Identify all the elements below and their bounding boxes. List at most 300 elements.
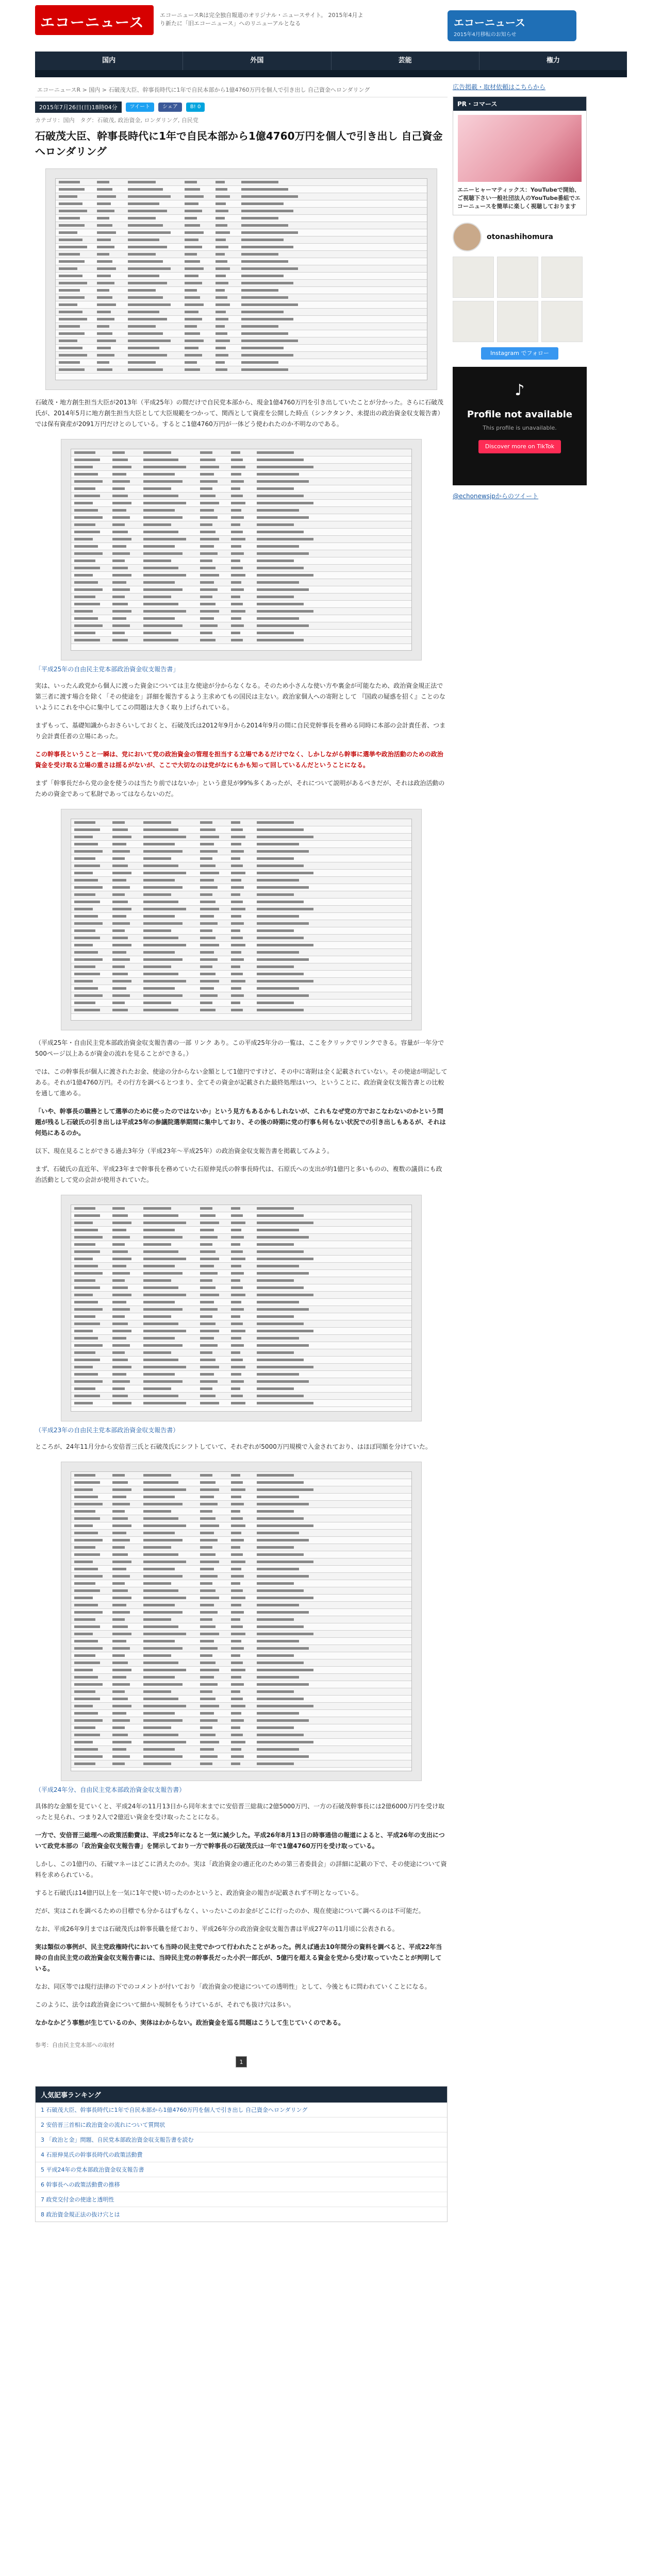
scan-text-line — [257, 865, 304, 867]
scan-text-line — [231, 1286, 243, 1289]
scan-text-line — [112, 1762, 125, 1765]
scan-text-line — [74, 879, 98, 882]
scan-text-line — [257, 1330, 313, 1332]
instagram-post[interactable] — [453, 301, 494, 342]
scan-text-line — [231, 857, 240, 860]
scan-text-line — [257, 502, 313, 504]
scan-text-line — [241, 361, 278, 364]
scan-text-line — [74, 1229, 98, 1231]
article-paragraph — [35, 749, 448, 771]
scan-text-line — [257, 1294, 313, 1296]
scan-row — [71, 999, 411, 1007]
scan-text-line — [216, 224, 227, 227]
image-caption-link[interactable]: （平成24年分、自由民主党本部政治資金収支報告書） — [35, 1786, 186, 1793]
scan-row — [71, 622, 411, 630]
scan-text-line — [185, 210, 202, 212]
bold-text: 一方で、安倍晋三総理への政策活動費は、平成25年になると一気に減少した。平成26年8月13日の時事通信の報道によると、平成26年の支出について政党本部の「政治資金収支報告書」を開示しており一方で幹事長の石破茂氏は一年で1億4760万円を受け取っている。 — [35, 1832, 445, 1850]
article-paragraph: なお、平成26年9月までは石破茂氏は幹事長職を経ており、平成26年分の政治資金収支報告書は平成27年の11月頃に公表される。 — [35, 1925, 399, 1933]
article-title: 石破茂大臣、幹事長時代に1年で自民本部から1億4760万円を個人で引き出し 自己資金へロンダリング — [35, 130, 443, 158]
scan-row — [71, 1205, 411, 1212]
scan-text-line — [112, 980, 131, 982]
nav-item-power[interactable]: 権力 — [546, 57, 560, 64]
bold-text: 「いや、幹事長の職務として選挙のために使ったのではないか」という見方もあるかもしれないが、これもなぜ党の方でおこなわないのかという問題が残るし石破氏の引き出しは平成25年の参議院選挙期間に集中しており、その後の時期に党の行事も何もない状況での引き出しもあるが、それは何処にあるのか。 — [35, 1108, 446, 1137]
header-banner[interactable] — [448, 10, 576, 41]
scan-text-line — [257, 1625, 304, 1628]
scan-text-line — [231, 1488, 245, 1491]
scan-text-line — [112, 466, 131, 468]
scan-text-line — [200, 1488, 219, 1491]
scan-text-line — [241, 239, 284, 241]
scan-row — [71, 942, 411, 949]
scan-row — [56, 222, 427, 229]
scan-text-line — [143, 828, 178, 831]
scan-row — [71, 478, 411, 485]
scan-text-line — [257, 596, 294, 598]
scan-table — [71, 449, 412, 651]
scan-text-line — [74, 1582, 95, 1585]
scan-text-line — [257, 1002, 294, 1004]
scan-row — [71, 529, 411, 536]
hatena-button[interactable]: B! 0 — [186, 103, 205, 112]
instagram-post[interactable] — [541, 301, 583, 342]
scan-row — [71, 1241, 411, 1248]
scan-text-line — [74, 466, 93, 468]
instagram-post[interactable] — [497, 301, 538, 342]
ranking-item[interactable]: 7 政党交付金の使途と透明性 — [36, 2192, 447, 2207]
scan-row — [71, 841, 411, 848]
scan-text-line — [112, 1647, 130, 1650]
scan-row — [71, 1645, 411, 1652]
instagram-follow-button[interactable]: Instagram でフォロー — [481, 347, 558, 360]
scan-text-line — [257, 1488, 313, 1491]
scan-text-line — [257, 1243, 294, 1246]
scan-text-line — [200, 1719, 218, 1722]
scan-text-line — [231, 1640, 241, 1642]
scan-row — [71, 500, 411, 507]
scan-text-line — [200, 1712, 214, 1715]
scan-text-line — [143, 1589, 178, 1592]
ranking-item[interactable]: 8 政治資金規正法の抜け穴とは — [41, 2211, 120, 2218]
scan-text-line — [257, 1258, 313, 1260]
scan-row — [71, 826, 411, 834]
scan-text-line — [112, 1741, 131, 1743]
scan-text-line — [143, 1568, 175, 1570]
scan-text-line — [74, 1250, 100, 1253]
scan-text-line — [112, 1726, 125, 1729]
scan-text-line — [143, 538, 186, 540]
scan-text-line — [231, 865, 243, 867]
scan-text-line — [74, 857, 95, 860]
scan-text-line — [74, 1748, 98, 1751]
scan-text-line — [74, 1719, 103, 1722]
scan-row — [71, 1573, 411, 1580]
scan-text-line — [257, 944, 313, 946]
scan-text-line — [200, 1597, 219, 1599]
scan-text-line — [231, 929, 240, 932]
ranking-item[interactable]: 4 石原伸晃氏の幹事長時代の政策活動費 — [36, 2147, 447, 2162]
scan-text-line — [231, 1214, 243, 1217]
scan-text-line — [112, 915, 126, 918]
scan-text-line — [241, 181, 278, 183]
ad-image[interactable] — [458, 115, 582, 182]
scan-text-line — [231, 632, 240, 634]
scan-text-line — [231, 552, 244, 555]
scan-text-line — [74, 574, 93, 577]
scan-text-line — [74, 531, 100, 533]
scan-text-line — [74, 850, 103, 853]
scan-text-line — [143, 1323, 178, 1325]
scan-text-line — [185, 195, 204, 198]
banner-title: エコーニュース — [454, 16, 525, 29]
scan-text-line — [128, 347, 159, 349]
scan-text-line — [112, 886, 130, 889]
scan-text-line — [74, 1640, 98, 1642]
scan-text-line — [74, 1503, 103, 1505]
scan-text-line — [185, 282, 202, 284]
ranking-item[interactable]: 1 石破茂大臣、幹事長時代に1年で自民本部から1億4760万円を個人で引き出し 自己資金へロンダリング — [36, 2103, 447, 2117]
scan-text-line — [112, 1690, 125, 1693]
scan-text-line — [185, 275, 198, 277]
scan-row — [71, 601, 411, 608]
scan-text-line — [257, 545, 299, 548]
scan-text-line — [74, 922, 103, 925]
scan-text-line — [112, 994, 130, 997]
scan-text-line — [200, 459, 216, 461]
scan-text-line — [74, 473, 98, 476]
scan-text-line — [200, 1402, 219, 1404]
scan-text-line — [97, 325, 109, 328]
scan-text-line — [112, 1539, 130, 1541]
scan-text-line — [97, 253, 109, 256]
breadcrumb[interactable]: エコーニュースR > 国内 > 石破茂大臣、幹事長時代に1年で自民本部から1億4760万円を個人で引き出し 自己資金へロンダリング — [35, 82, 448, 97]
scan-text-line — [97, 246, 114, 248]
scan-text-line — [112, 1719, 130, 1722]
scan-text-line — [74, 552, 103, 555]
scan-text-line — [143, 886, 183, 889]
scan-text-line — [231, 1524, 245, 1527]
scan-text-line — [59, 195, 77, 198]
scan-text-line — [200, 1741, 219, 1743]
scan-text-line — [231, 1323, 243, 1325]
scan-text-line — [200, 1553, 216, 1556]
scan-text-line — [112, 1308, 130, 1311]
scan-text-line — [231, 502, 245, 504]
scan-text-line — [143, 1002, 171, 1004]
ranking-item[interactable]: 2 安倍晋三首相に政治資金の流れについて質問状 — [36, 2117, 447, 2132]
scan-text-line — [257, 588, 309, 591]
scan-text-line — [112, 574, 131, 577]
scan-text-line — [143, 560, 171, 562]
instagram-header — [453, 223, 587, 251]
scan-text-line — [74, 1380, 103, 1383]
scan-row — [71, 862, 411, 870]
scan-row — [56, 366, 427, 374]
scan-text-line — [112, 922, 130, 925]
scan-text-line — [257, 603, 304, 605]
scan-text-line — [97, 296, 112, 299]
scan-text-line — [231, 1726, 240, 1729]
scan-text-line — [74, 1676, 98, 1679]
scan-text-line — [74, 1762, 95, 1765]
scan-text-line — [241, 195, 298, 198]
scan-text-line — [200, 603, 216, 605]
scan-text-line — [112, 973, 128, 975]
ranking-item[interactable]: 3 「政治と金」問題、自民党本部政治資金収支報告書を読む — [36, 2132, 447, 2147]
scan-text-line — [231, 850, 244, 853]
scan-text-line — [257, 1762, 294, 1765]
scan-row — [71, 1328, 411, 1335]
scan-text-line — [257, 617, 299, 620]
scan-row — [71, 543, 411, 550]
scan-text-line — [200, 473, 214, 476]
ad-caption[interactable]: エニーヒャーマティックス：YouTubeで開始、ご視聴下さい一般社団法人のYouTube番組でエコーニュースを簡単に楽しく視聴しております — [457, 187, 581, 210]
scan-text-line — [143, 994, 183, 997]
scan-text-line — [231, 908, 245, 910]
scan-text-line — [59, 188, 85, 191]
scan-text-line — [257, 1366, 313, 1368]
scan-text-line — [112, 487, 125, 490]
scan-text-line — [257, 1315, 294, 1318]
instagram-post[interactable] — [453, 257, 494, 298]
scan-row — [71, 471, 411, 478]
scan-text-line — [257, 1698, 304, 1700]
article-paragraph: まずもって、基礎知識からおさらいしておくと、石破茂氏は2012年9月から2014年9月の間に自民党幹事長を務める同時に本部の会計責任者、つまり会計責任者の立場にあった。 — [35, 722, 446, 740]
scan-text-line — [200, 1380, 218, 1383]
scan-text-line — [231, 1279, 240, 1282]
scan-text-line — [112, 1009, 128, 1011]
scan-text-line — [200, 951, 214, 954]
scan-text-line — [200, 893, 212, 896]
scan-text-line — [231, 1539, 244, 1541]
scan-text-line — [97, 332, 112, 335]
scan-text-line — [200, 1481, 216, 1484]
scan-text-line — [74, 639, 100, 641]
scan-text-line — [185, 340, 204, 342]
scan-text-line — [143, 929, 171, 932]
scan-text-line — [74, 610, 93, 613]
ranking-item[interactable]: 5 平成24年の党本部政治資金収支報告書 — [36, 2162, 447, 2177]
advertise-link[interactable]: 広告掲載・取材依頼はこちらから — [453, 83, 546, 91]
scan-text-line — [241, 311, 284, 313]
scan-text-line — [241, 347, 284, 349]
scan-text-line — [200, 495, 216, 497]
scan-text-line — [200, 1582, 212, 1585]
scan-text-line — [112, 1243, 125, 1246]
scan-text-line — [97, 347, 111, 349]
scan-text-line — [143, 1474, 171, 1477]
banner-subtitle: 2015年4月移転のお知らせ — [454, 32, 517, 38]
scan-row — [56, 323, 427, 330]
scan-text-line — [74, 509, 98, 512]
scan-text-line — [143, 1640, 175, 1642]
scan-text-line — [257, 1568, 299, 1570]
article-paragraph: なお、同区等では現行法律の下でのコメントが付いており「政治資金の使途についての透明性」として、今後ともに問われていくことになる。 — [35, 1983, 431, 1990]
scan-text-line — [257, 1683, 309, 1686]
avatar[interactable] — [453, 223, 482, 251]
scan-text-line — [257, 1496, 299, 1498]
scan-text-line — [257, 1676, 299, 1679]
scan-text-line — [128, 318, 167, 320]
scan-text-line — [200, 1330, 219, 1332]
scan-text-line — [74, 828, 100, 831]
share-button[interactable]: シェア — [158, 103, 182, 112]
scan-text-line — [200, 836, 219, 838]
article-source: 参考：自由民主党本部への取材 — [35, 2042, 114, 2048]
scan-text-line — [74, 1734, 100, 1736]
scan-text-line — [185, 296, 200, 299]
site-logo[interactable] — [35, 5, 154, 35]
scan-text-line — [143, 1272, 183, 1275]
scan-text-line — [143, 1690, 171, 1693]
scan-text-line — [74, 588, 103, 591]
scan-text-line — [200, 1323, 216, 1325]
scan-text-line — [143, 1214, 178, 1217]
scan-text-line — [143, 1712, 175, 1715]
scan-text-line — [112, 473, 126, 476]
scan-text-line — [231, 1683, 244, 1686]
image-caption-link[interactable]: 「平成25年の自由民主党本部政治資金収支報告書」 — [35, 666, 179, 673]
scan-text-line — [200, 617, 214, 620]
scan-text-line — [74, 1222, 93, 1224]
scan-row — [71, 1724, 411, 1732]
scan-row — [71, 1688, 411, 1696]
scan-text-line — [112, 459, 128, 461]
scan-text-line — [257, 567, 304, 569]
scan-row — [71, 565, 411, 572]
scan-text-line — [143, 1301, 175, 1303]
scan-text-line — [128, 368, 163, 371]
scan-text-line — [143, 1488, 186, 1491]
scan-text-line — [257, 1207, 294, 1210]
scan-text-line — [112, 1330, 131, 1332]
scan-text-line — [231, 523, 240, 526]
nav-item-entertainment[interactable]: 芸能 — [332, 52, 479, 70]
scan-text-line — [143, 850, 183, 853]
scan-text-line — [231, 451, 240, 454]
scan-text-line — [112, 1294, 131, 1296]
scan-row — [71, 1522, 411, 1530]
article-meta — [35, 101, 448, 113]
scan-text-line — [185, 289, 197, 292]
tiktok-title: Profile not available — [467, 409, 573, 420]
scan-text-line — [74, 603, 100, 605]
scan-text-line — [257, 531, 304, 533]
document-scan-image — [45, 168, 437, 390]
scan-text-line — [257, 958, 309, 961]
scan-text-line — [143, 574, 186, 577]
scan-text-line — [128, 361, 156, 364]
scan-text-line — [231, 480, 244, 483]
scan-text-line — [74, 459, 100, 461]
scan-text-line — [216, 275, 226, 277]
scan-text-line — [128, 217, 156, 219]
nav-item-foreign[interactable]: 外国 — [183, 52, 331, 70]
image-caption-link[interactable]: （平成23年の自由民主党本部政治資金収支報告書） — [35, 1427, 179, 1434]
scan-text-line — [74, 915, 98, 918]
scan-text-line — [112, 1214, 128, 1217]
scan-row — [71, 1342, 411, 1349]
article-paragraph: （平成25年・自由民主党本部政治資金収支報告書の一部 リンク あり。この平成25年分の一覧は、ここをクリックでリンクできる。容量が一年分で500ページ以上あるが資金の流れを見ることができる。） — [35, 1039, 444, 1057]
scan-text-line — [257, 965, 294, 968]
scan-text-line — [200, 1009, 216, 1011]
scan-row — [71, 1486, 411, 1494]
scan-row — [71, 1508, 411, 1515]
scan-text-line — [257, 1214, 304, 1217]
scan-text-line — [97, 282, 114, 284]
article-category: カテゴリ：国内 タグ：石破茂, 政治資金, ロンダリング, 自民党 — [35, 117, 198, 124]
instagram-widget — [453, 223, 587, 360]
scan-text-line — [231, 1373, 241, 1376]
scan-text-line — [185, 260, 200, 263]
instagram-username[interactable]: otonashihomura — [487, 233, 553, 241]
scan-text-line — [112, 523, 125, 526]
scan-text-line — [97, 289, 109, 292]
scan-text-line — [257, 560, 294, 562]
tiktok-icon: ♪ — [515, 381, 525, 399]
instagram-post[interactable] — [541, 257, 583, 298]
scan-row — [71, 1652, 411, 1659]
scan-row — [56, 265, 427, 273]
scan-row — [71, 1400, 411, 1407]
instagram-post[interactable] — [497, 257, 538, 298]
scan-text-line — [200, 1222, 219, 1224]
scan-row — [71, 1212, 411, 1219]
scan-text-line — [143, 502, 186, 504]
nav-item-domestic[interactable]: 国内 — [35, 52, 183, 70]
scan-text-line — [257, 872, 313, 874]
sub-nav-bar — [35, 70, 627, 77]
scan-row — [71, 1616, 411, 1623]
scan-text-line — [200, 1698, 216, 1700]
scan-text-line — [231, 639, 243, 641]
scan-text-line — [257, 821, 294, 824]
scan-text-line — [231, 1207, 240, 1210]
scan-text-line — [143, 509, 175, 512]
scan-text-line — [241, 275, 284, 277]
page-button-current[interactable]: 1 — [236, 2056, 247, 2067]
scan-text-line — [74, 1604, 98, 1606]
scan-row — [71, 630, 411, 637]
scan-row — [71, 1732, 411, 1739]
scan-text-line — [143, 1337, 175, 1340]
ranking-item[interactable]: 6 幹事長への政策活動費の推移 — [36, 2177, 447, 2192]
scan-text-line — [112, 624, 130, 627]
scan-text-line — [112, 1618, 125, 1621]
scan-text-line — [143, 922, 183, 925]
scan-text-line — [231, 1330, 245, 1332]
scan-text-line — [74, 965, 95, 968]
scan-row — [56, 251, 427, 258]
scan-text-line — [143, 1698, 178, 1700]
scan-table — [71, 1471, 412, 1771]
scan-text-line — [143, 1373, 175, 1376]
scan-row — [71, 963, 411, 971]
scan-text-line — [216, 354, 228, 357]
scan-text-line — [74, 523, 95, 526]
scan-text-line — [231, 893, 240, 896]
scan-text-line — [231, 973, 243, 975]
scan-text-line — [112, 958, 130, 961]
scan-text-line — [97, 318, 114, 320]
tweet-button[interactable]: ツイート — [126, 103, 155, 112]
scan-text-line — [185, 188, 200, 191]
tiktok-discover-button[interactable]: Discover more on TikTok — [478, 440, 561, 453]
twitter-timeline-link[interactable]: @echonewsjpからのツイート — [453, 493, 539, 500]
scan-text-line — [74, 836, 93, 838]
article-paragraph: では、この幹事長が個人に渡されたお金、使途の分からない金額として1億円ですけど、その中に寄附は全く記載されていない。その使途が明記してある。それが1億4760万円。その行方を調べるとつまり、全てその資金が記載された最終処理はいつ、ということに、政治資金収支報告書との比較を通して進める。 — [35, 1068, 448, 1097]
scan-row — [71, 1602, 411, 1609]
scan-text-line — [216, 260, 227, 263]
